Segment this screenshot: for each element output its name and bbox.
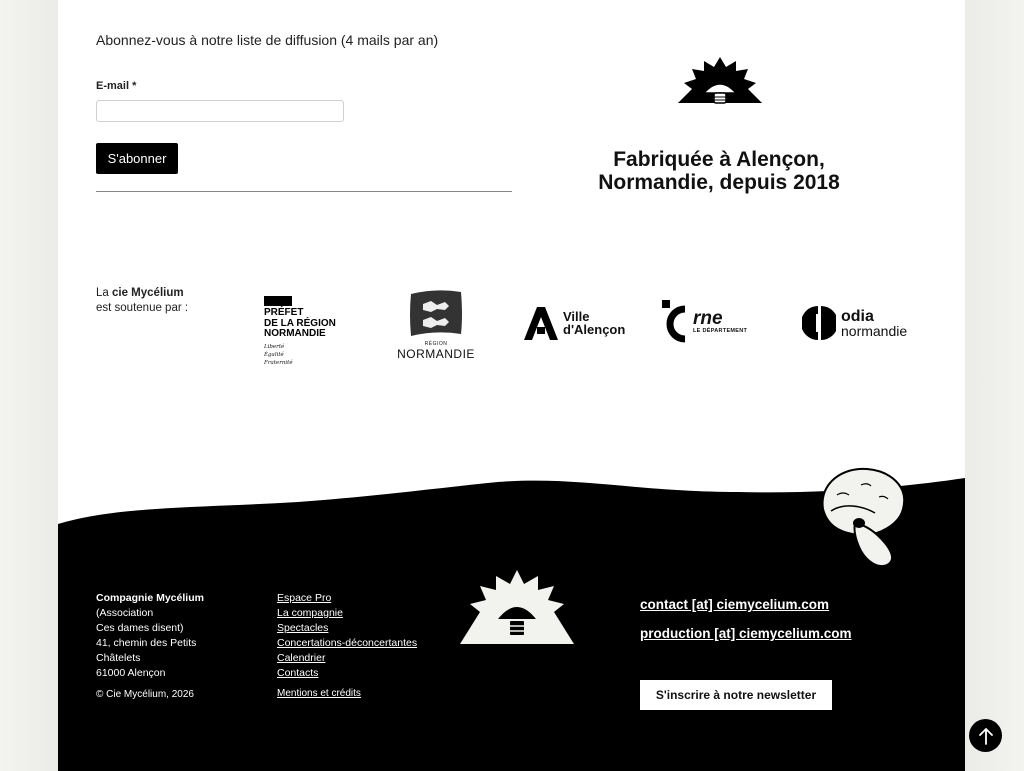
page-margin-right: [965, 0, 1024, 771]
footer-link-compagnie[interactable]: La compagnie: [277, 607, 343, 619]
footer-copyright: © Cie Mycélium, 2026: [96, 689, 194, 700]
footer-link-mentions[interactable]: Mentions et crédits: [277, 688, 361, 699]
newsletter-intro: Abonnez-vous à notre liste de diffusion (4 mails par an): [96, 32, 439, 48]
footer-address-line: Châtelets: [96, 652, 141, 664]
footer-nav: [277, 591, 417, 681]
sponsor-orne-logo[interactable]: [661, 299, 773, 345]
sponsor-region-logo[interactable]: [391, 288, 481, 361]
region-big: NORMANDIE: [397, 347, 475, 361]
sponsor-ville-logo[interactable]: [522, 305, 634, 341]
footer-link-contacts[interactable]: Contacts: [277, 667, 319, 679]
orne-o-icon: [661, 299, 691, 345]
mushroom-illustration-icon: [813, 465, 913, 570]
region-small: RÉGION: [424, 341, 448, 347]
marianne-icon: [264, 296, 292, 306]
email-input[interactable]: [96, 100, 344, 122]
mushroom-logo-icon: [676, 55, 764, 115]
tagline-line2: Normandie, depuis 2018: [598, 171, 840, 194]
footer-email-contact[interactable]: contact [at] ciemycelium.com: [640, 597, 830, 612]
footer-link-concertations[interactable]: Concertations-déconcertantes: [277, 637, 418, 649]
sponsor-prefet-logo[interactable]: [264, 296, 346, 367]
footer-newsletter-button[interactable]: S'inscrire à notre newsletter: [640, 680, 832, 710]
arrow-up-icon: [978, 727, 994, 745]
orne-text: rne LE DÉPARTEMENT: [693, 308, 748, 334]
footer-link-espace-pro[interactable]: Espace Pro: [277, 592, 332, 604]
support-company: cie Mycélium: [112, 287, 184, 299]
subscribe-button[interactable]: S'abonner: [96, 143, 178, 174]
scroll-to-top-button[interactable]: [969, 719, 1002, 752]
footer-link-spectacles[interactable]: Spectacles: [277, 622, 329, 634]
footer-company-name: Compagnie Mycélium: [96, 592, 204, 604]
footer-company: [96, 591, 204, 681]
footer-address-line: 41, chemin des Petits: [96, 637, 197, 649]
footer-address-line: (Association: [96, 607, 154, 619]
divider: [96, 191, 512, 192]
made-in-tagline: [558, 148, 880, 194]
odia-icon: [802, 304, 836, 342]
prefet-motto: Liberté Égalité Fraternité: [264, 343, 293, 366]
footer-address-line: Ces dames disent): [96, 622, 184, 634]
support-prefix: La: [96, 287, 112, 299]
ville-a-icon: [522, 305, 560, 341]
odia-text: odia normandie: [841, 307, 908, 339]
page-margin-left: [0, 0, 58, 771]
prefet-name: PRÉFET DE LA RÉGION NORMANDIE: [264, 307, 336, 339]
footer-address-line: 61000 Alençon: [96, 667, 166, 679]
page-content: [58, 0, 965, 771]
sponsor-odia-logo[interactable]: [802, 304, 917, 342]
email-label: E-mail *: [96, 80, 137, 92]
ville-text: Ville d'Alençon: [563, 309, 626, 337]
region-shield-icon: [405, 288, 467, 338]
support-text: [96, 286, 188, 316]
footer-email-production[interactable]: production [at] ciemycelium.com: [640, 626, 852, 641]
footer-link-calendrier[interactable]: Calendrier: [277, 652, 326, 664]
tagline-line1: Fabriquée à Alençon,: [613, 148, 825, 171]
footer-mushroom-logo-icon: [458, 568, 576, 648]
support-suffix: est soutenue par :: [96, 302, 189, 314]
